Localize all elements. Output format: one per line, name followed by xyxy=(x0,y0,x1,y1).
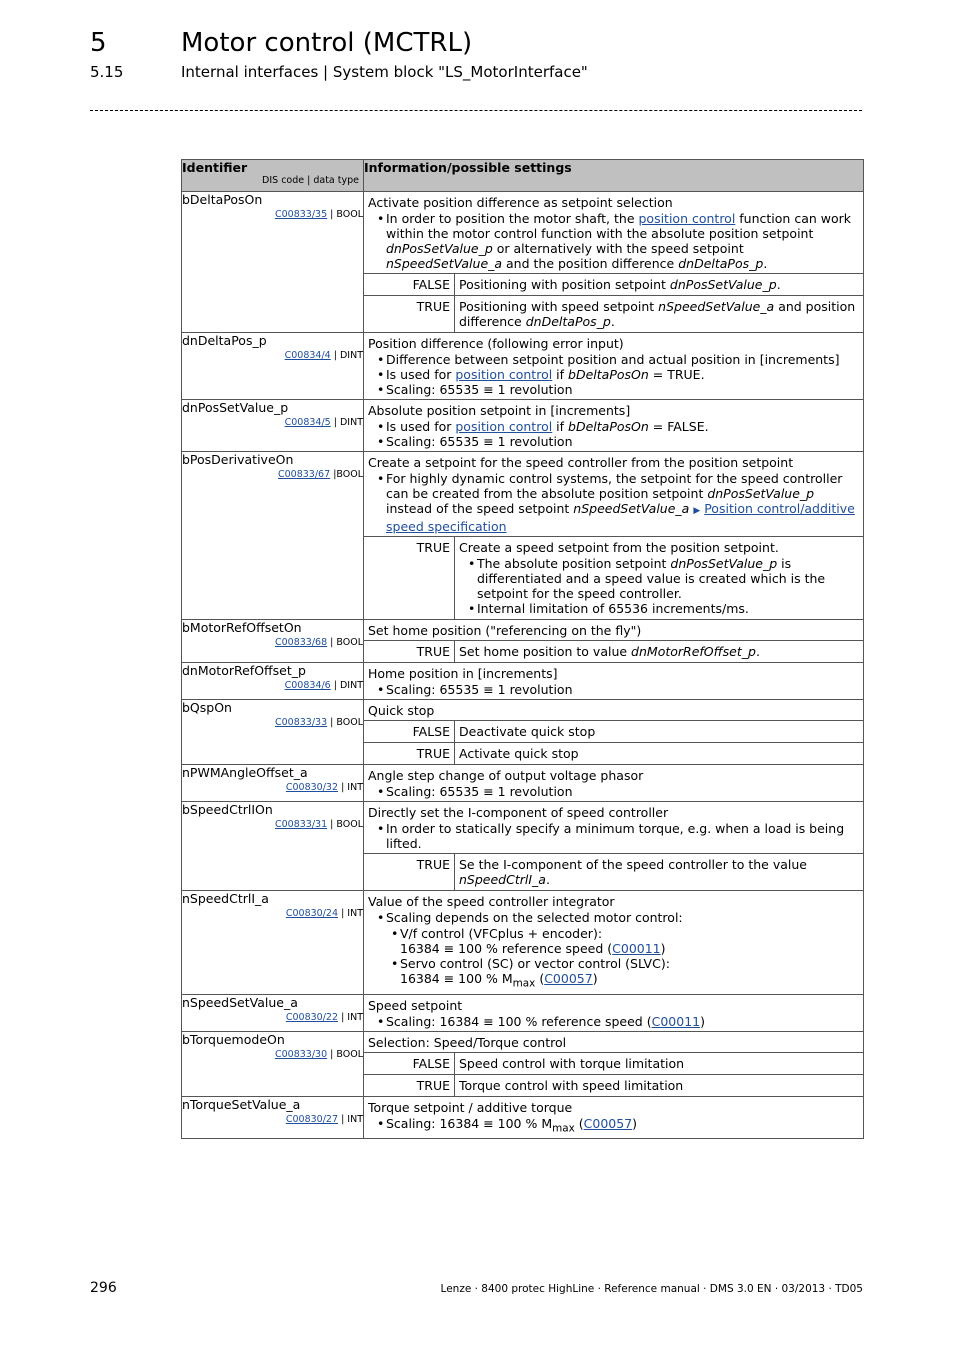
identifier-cell xyxy=(182,452,364,620)
identifier-name: nSpeedSetValue_a xyxy=(182,994,298,1010)
setting-text: Speed control with torque limitation xyxy=(455,1052,864,1074)
identifier-cell xyxy=(182,663,364,700)
identifier-name: bSpeedCtrlIOn xyxy=(182,802,273,817)
data-type: | BOOL xyxy=(330,637,363,648)
table-row xyxy=(182,333,864,400)
table-row xyxy=(182,192,864,333)
info-cell xyxy=(364,1096,864,1139)
description: Activate position difference as setpoint selection xyxy=(368,195,673,210)
setting-value: TRUE xyxy=(364,296,455,333)
dis-code-link[interactable]: C00830/27 xyxy=(285,1113,339,1125)
setting-value: TRUE xyxy=(364,537,455,620)
setting-value: TRUE xyxy=(364,743,455,765)
position-control-link[interactable]: position control xyxy=(638,211,736,226)
data-type: | DINT xyxy=(333,680,363,691)
identifier-cell xyxy=(182,891,364,995)
footer-text: Lenze · 8400 protec HighLine · Reference manual · DMS 3.0 EN · 03/2013 · TD05 xyxy=(440,1283,863,1295)
identifier-cell xyxy=(182,994,364,1031)
description: Quick stop xyxy=(368,703,435,718)
info-cell xyxy=(364,1031,864,1096)
dis-code-link[interactable]: C00833/67 xyxy=(278,469,331,480)
chapter-title: Motor control (MCTRL) xyxy=(181,28,473,58)
identifier-cell xyxy=(182,700,364,765)
table-row xyxy=(182,802,864,891)
setting-text: Activate quick stop xyxy=(455,743,864,765)
list-item: • Scaling: 65535 ≡ 1 revolution xyxy=(386,434,859,449)
dis-code-link[interactable]: C00834/5 xyxy=(284,417,331,428)
list-item: • Is used for position control if bDeltaPosOn = FALSE. xyxy=(386,419,859,434)
settings-table xyxy=(364,273,863,332)
list-item: • For highly dynamic control systems, the setpoint for the speed controller can be created from the absolute position setpoint dnPosSetValue_p instead of the speed setpoint nSpeedSetValue_a ▶ Position control/additive speed specification xyxy=(386,471,859,534)
info-cell xyxy=(364,994,864,1031)
settings-table xyxy=(364,640,863,662)
data-type: |BOOL xyxy=(333,469,363,480)
identifier-name: bQspOn xyxy=(182,700,232,715)
info-header: Information/possible settings xyxy=(364,160,864,192)
page-number: 296 xyxy=(90,1280,117,1296)
setting-text: Torque control with speed limitation xyxy=(455,1074,864,1096)
table-row xyxy=(182,994,864,1031)
table-row xyxy=(182,452,864,620)
list-item: • Scaling: 65535 ≡ 1 revolution xyxy=(386,682,859,697)
c00057-link[interactable]: C00057 xyxy=(544,971,593,986)
identifier-header-label: Identifier xyxy=(182,160,248,175)
list-item: • The absolute position setpoint dnPosSetValue_p is differentiated and a speed value is created which is the setpoint for the speed controller. xyxy=(477,556,859,601)
description: Directly set the I-component of speed controller xyxy=(368,805,669,820)
c00011-link[interactable]: C00011 xyxy=(651,1013,701,1029)
identifier-name: bPosDerivativeOn xyxy=(182,452,294,467)
section-number: 5.15 xyxy=(90,63,124,81)
dis-code-link[interactable]: C00833/68 xyxy=(274,637,328,648)
dis-code-link[interactable]: C00830/24 xyxy=(285,908,339,919)
additive-speed-link[interactable]: Position control/additive speed specification xyxy=(386,501,855,534)
identifier-cell xyxy=(182,765,364,802)
setting-value: TRUE xyxy=(364,854,455,891)
list-item: • Servo control (SC) or vector control (SLVC): 16384 ≡ 100 % $M_{max}$ (C00057) xyxy=(400,956,859,992)
identifier-name: nTorqueSetValue_a xyxy=(182,1096,301,1112)
info-cell xyxy=(364,765,864,802)
description: Selection: Speed/Torque control xyxy=(368,1034,567,1050)
identifier-cell xyxy=(182,333,364,400)
list-item: • In order to statically specify a minimum torque, e.g. when a load is being lifted. xyxy=(386,821,859,851)
table-row xyxy=(182,663,864,700)
setting-text: Positioning with speed setpoint nSpeedSetValue_a and position difference dnDeltaPos_p. xyxy=(455,296,864,333)
setting-text: Deactivate quick stop xyxy=(455,721,864,743)
dis-code-link[interactable]: C00834/4 xyxy=(284,350,331,361)
description: Value of the speed controller integrator xyxy=(368,894,615,909)
identifier-name: dnDeltaPos_p xyxy=(182,333,267,348)
header-divider xyxy=(90,110,862,111)
description: Torque setpoint / additive torque xyxy=(368,1099,573,1115)
identifier-name: bDeltaPosOn xyxy=(182,192,263,207)
identifier-name: nPWMAngleOffset_a xyxy=(182,765,308,780)
chapter-number: 5 xyxy=(90,28,107,58)
dis-code-link[interactable]: C00830/32 xyxy=(285,782,339,793)
list-item: • Scaling: 65535 ≡ 1 revolution xyxy=(386,382,859,397)
identifier-name: bMotorRefOffsetOn xyxy=(182,620,302,635)
section-title: Internal interfaces | System block "LS_MotorInterface" xyxy=(181,63,588,81)
info-cell xyxy=(364,620,864,663)
identifier-name: dnMotorRefOffset_p xyxy=(182,663,306,678)
data-type: | DINT xyxy=(333,417,363,428)
data-type: | INT xyxy=(341,782,363,793)
setting-value: FALSE xyxy=(364,1052,455,1074)
identifier-cell xyxy=(182,802,364,891)
list-item: • Difference between setpoint position and actual position in [increments] xyxy=(386,352,859,367)
description: Angle step change of output voltage phasor xyxy=(368,768,644,783)
description: Set home position ("referencing on the fly") xyxy=(368,623,642,638)
description: Absolute position setpoint in [increments] xyxy=(368,403,631,418)
table-row xyxy=(182,620,864,663)
info-cell xyxy=(364,802,864,891)
data-type: | INT xyxy=(341,1011,363,1023)
description: Position difference (following error input) xyxy=(368,336,624,351)
settings-table xyxy=(364,536,863,619)
info-cell xyxy=(364,700,864,765)
identifier-header-sub: DIS code | data type xyxy=(262,175,359,186)
table-row xyxy=(182,1031,864,1096)
list-item: • Is used for position control if bDeltaPosOn = TRUE. xyxy=(386,367,859,382)
identifier-cell xyxy=(182,400,364,452)
dis-code-link[interactable]: C00833/35 xyxy=(274,209,328,220)
setting-value: TRUE xyxy=(364,1074,455,1096)
data-type: | INT xyxy=(341,908,363,919)
data-type: | BOOL xyxy=(330,717,363,728)
info-cell xyxy=(364,663,864,700)
dis-code-link[interactable]: C00833/31 xyxy=(274,819,328,830)
table-row xyxy=(182,765,864,802)
table-row xyxy=(182,891,864,995)
position-control-link[interactable]: position control xyxy=(455,367,553,382)
c00057-link[interactable]: C00057 xyxy=(583,1115,633,1131)
settings-table xyxy=(364,720,863,764)
identifier-name: nSpeedCtrlI_a xyxy=(182,891,269,906)
setting-text: Se the I-component of the speed controller to the value nSpeedCtrlI_a. xyxy=(455,854,864,891)
info-cell xyxy=(364,891,864,995)
info-cell xyxy=(364,192,864,333)
dis-code-link[interactable]: C00830/22 xyxy=(285,1011,339,1023)
table-row xyxy=(182,1096,864,1139)
list-item: • Scaling: 16384 ≡ 100 % reference speed (C00011) xyxy=(386,1014,859,1029)
data-type: | DINT xyxy=(333,350,363,361)
description: Home position in [increments] xyxy=(368,666,558,681)
data-type: | BOOL xyxy=(330,209,363,220)
info-cell xyxy=(364,452,864,620)
setting-text: Positioning with position setpoint dnPosSetValue_p. xyxy=(455,274,864,296)
info-cell xyxy=(364,333,864,400)
triangle-right-icon: ▶ xyxy=(693,506,701,516)
data-type: | BOOL xyxy=(330,819,363,830)
info-cell xyxy=(364,400,864,452)
identifier-cell xyxy=(182,192,364,333)
data-type: | INT xyxy=(341,1113,363,1125)
data-type: | BOOL xyxy=(330,1048,363,1060)
signal-table xyxy=(181,159,864,1139)
list-item: • Scaling depends on the selected motor control: • V/f control (VFCplus + encoder): 16384 ≡ 100 % reference speed (C00011) • Servo control (SC) or vector control (SLVC): 16384 ≡ 100 % $M_{max}$ (C00057) xyxy=(386,910,859,992)
c00011-link[interactable]: C00011 xyxy=(612,941,661,956)
settings-table xyxy=(364,853,863,890)
setting-value: TRUE xyxy=(364,641,455,663)
dis-code-link[interactable]: C00833/33 xyxy=(274,717,328,728)
description: Create a setpoint for the speed controller from the position setpoint xyxy=(368,455,794,470)
list-item: • Scaling: 16384 ≡ 100 % $M_{max}$ (C00057) xyxy=(386,1116,859,1137)
description: Speed setpoint xyxy=(368,997,463,1013)
identifier-header xyxy=(182,160,364,192)
dis-code-link[interactable]: C00833/30 xyxy=(274,1048,328,1060)
list-item: • Scaling: 65535 ≡ 1 revolution xyxy=(386,784,859,799)
setting-text: Create a speed setpoint from the position setpoint. • The absolute position setpoint dnPosSetValue_p is differentiated and a speed value is created which is the setpoint for the speed controller. • Internal limitation of 65536 increments/ms. xyxy=(455,537,864,620)
list-item: • In order to position the motor shaft, the position control function can work within the motor control function with the absolute position setpoint dnPosSetValue_p or alternatively with the speed setpoint nSpeedSetValue_a and the position difference dnDeltaPos_p. xyxy=(386,211,859,271)
list-item: • V/f control (VFCplus + encoder): 16384 ≡ 100 % reference speed (C00011) xyxy=(400,926,859,956)
identifier-name: bTorquemodeOn xyxy=(182,1031,285,1047)
setting-text: Set home position to value dnMotorRefOffset_p. xyxy=(455,641,864,663)
settings-table xyxy=(364,1052,863,1096)
identifier-cell xyxy=(182,1031,364,1096)
identifier-cell xyxy=(182,1096,364,1139)
table-row xyxy=(182,400,864,452)
identifier-name: dnPosSetValue_p xyxy=(182,400,289,415)
dis-code-link[interactable]: C00834/6 xyxy=(284,680,331,691)
setting-value: FALSE xyxy=(364,274,455,296)
identifier-cell xyxy=(182,620,364,663)
setting-value: FALSE xyxy=(364,721,455,743)
table-row xyxy=(182,700,864,765)
position-control-link[interactable]: position control xyxy=(455,419,553,434)
list-item: • Internal limitation of 65536 increments/ms. xyxy=(477,601,859,616)
